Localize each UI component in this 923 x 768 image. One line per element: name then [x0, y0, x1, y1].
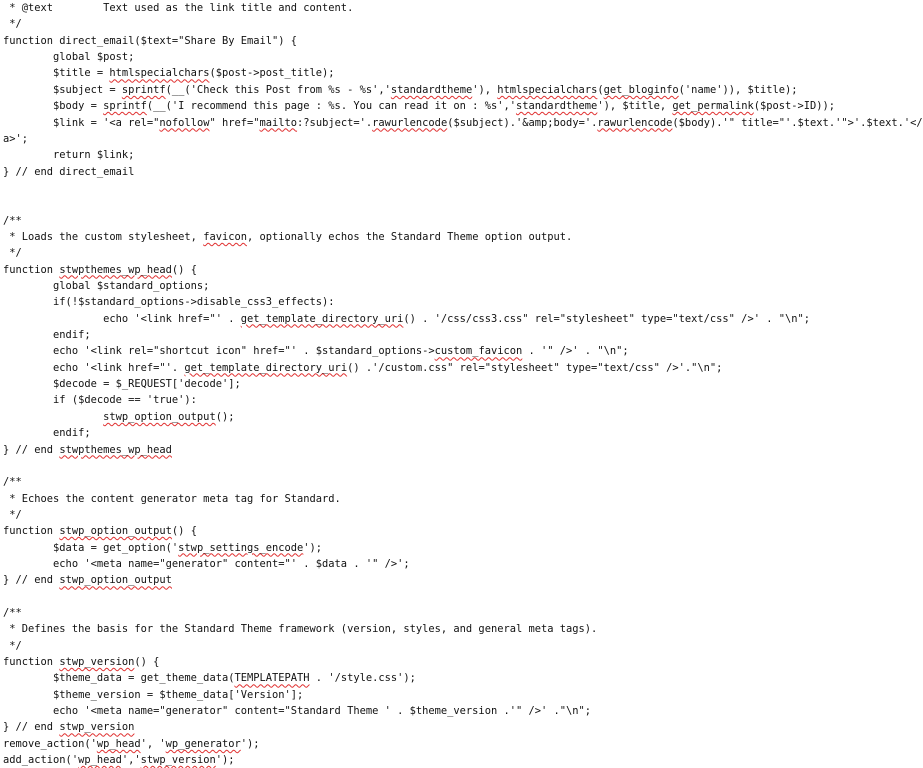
spellcheck-word: stwp_option_output	[59, 574, 172, 587]
code-line: $data = get_option('stwp_settings_encode');	[3, 541, 323, 554]
code-line: global $standard_options;	[3, 280, 210, 292]
code-line: echo '<meta name="generator" content="Standard Theme ' . $theme_version .'" />' ."\n";	[3, 705, 592, 718]
spellcheck-word: htmlspecialchars	[109, 67, 210, 80]
spellcheck-word: rawurlencode	[372, 116, 448, 129]
code-line: */	[3, 639, 22, 652]
code-line: add_action('wp_head','stwp_version');	[3, 754, 235, 767]
code-line: */	[3, 508, 22, 521]
spellcheck-word: wp_generator	[165, 737, 241, 750]
code-line: * Defines the basis for the Standard Theme framework (version, styles, and general meta tags).	[3, 623, 598, 636]
spellcheck-word: rawurlencode	[597, 116, 673, 129]
spellcheck-word: stwpthemes_wp_head	[59, 443, 172, 456]
spellcheck-word: mailto	[259, 116, 298, 129]
code-line: endif;	[3, 427, 91, 440]
spellcheck-word: TEMPLATEPATH	[234, 672, 310, 685]
spellcheck-word: custom_favicon	[434, 345, 523, 358]
spellcheck-word: favicon	[203, 230, 247, 243]
code-line: */	[3, 247, 22, 260]
code-line: /**	[3, 476, 22, 489]
code-line: */	[3, 18, 22, 31]
code-line: /**	[3, 214, 22, 227]
spellcheck-word: htmlspecialchars	[497, 83, 598, 96]
code-line: function stwpthemes_wp_head() {	[3, 263, 197, 276]
code-line: echo '<meta name="generator" content="' . $data . '" />';	[3, 557, 410, 570]
code-line: function stwp_option_output() {	[3, 525, 197, 538]
code-line: if(!$standard_options->disable_css3_effects):	[3, 296, 335, 309]
code-line: function stwp_version() {	[3, 656, 160, 668]
spellcheck-word: stwp_option_output	[103, 410, 216, 423]
spellcheck-word: stwp_version	[59, 721, 135, 734]
spellcheck-word: stwp_version	[59, 656, 135, 668]
spellcheck-word: get_template_directory_uri	[240, 312, 404, 325]
code-line: global $post;	[3, 51, 135, 64]
code-line: $subject = sprintf(__('Check this Post from %s - %s','standardtheme'), htmlspecialchars(get_bloginfo('name')), $title);	[3, 83, 798, 96]
spellcheck-word: stwp_version	[140, 754, 216, 767]
code-line: } // end stwp_version	[3, 721, 135, 734]
code-line: stwp_option_output();	[103, 410, 235, 423]
code-line: $link = '<a rel="nofollow" href="mailto:?subject='.rawurlencode($subject).'&amp;body='.rawurlencode($body).'" title="'.$text.'">'.$text.'</	[3, 116, 923, 129]
spellcheck-word: wp_head	[96, 737, 141, 750]
code-line: echo '<link href="' . get_template_directory_uri() . '/css/css3.css" rel="stylesheet" type="text/css" />' . "\n";	[3, 312, 810, 325]
code-line: $decode = $_REQUEST['decode'];	[3, 378, 241, 391]
spellcheck-word: wp_head	[78, 754, 122, 767]
code-line: endif;	[3, 329, 91, 341]
spellcheck-word: stwpthemes_wp_head	[59, 263, 172, 276]
code-line: function direct_email($text="Share By Email") {	[3, 34, 298, 47]
code-line: $title = htmlspecialchars($post->post_title);	[3, 67, 335, 80]
code-line: echo '<link rel="shortcut icon" href="' . $standard_options->custom_favicon . '" />' . "\n";	[3, 345, 629, 358]
code-line: } // end stwpthemes_wp_head	[3, 443, 172, 456]
code-line: $theme_version = $theme_data['Version'];	[3, 688, 304, 701]
spellcheck-word: get_template_directory_uri	[184, 361, 348, 374]
spellcheck-word: standardtheme	[515, 100, 598, 113]
code-line: * Loads the custom stylesheet, favicon, optionally echos the Standard Theme option output.	[3, 230, 573, 243]
code-line: } // end direct_email	[3, 165, 135, 178]
code-line: * @text Text used as the link title and content.	[3, 2, 354, 14]
code-line: if ($decode == 'true'):	[3, 394, 197, 407]
spellcheck-word: nofollow	[159, 116, 210, 129]
spellcheck-word: get_bloginfo	[603, 83, 679, 96]
code-line: * Echoes the content generator meta tag for Standard.	[3, 492, 341, 505]
code-line: $body = sprintf(__('I recommend this page : %s. You can read it on : %s','standardtheme'), $title, get_permalink($post->ID));	[3, 100, 836, 113]
spellcheck-word: stwp_option_output	[59, 525, 172, 538]
code-line: $theme_data = get_theme_data(TEMPLATEPATH . '/style.css');	[3, 672, 416, 685]
spellcheck-word: get_permalink	[672, 100, 754, 113]
spellcheck-word: standardtheme	[390, 83, 473, 96]
spellcheck-word: stwp_settings_encode	[178, 541, 304, 554]
code-line: } // end stwp_option_output	[3, 574, 172, 587]
spellcheck-word: sprintf	[103, 100, 147, 113]
code-line: echo '<link href="'. get_template_directory_uri() .'/custom.css" rel="stylesheet" type="text/css" />'."\n";	[3, 361, 723, 374]
code-line: a>';	[3, 132, 29, 145]
spellcheck-word: sprintf	[121, 83, 166, 96]
code-line: remove_action('wp_head', 'wp_generator');	[3, 737, 260, 750]
code-line: return $link;	[3, 149, 135, 162]
code-line: /**	[3, 607, 22, 619]
